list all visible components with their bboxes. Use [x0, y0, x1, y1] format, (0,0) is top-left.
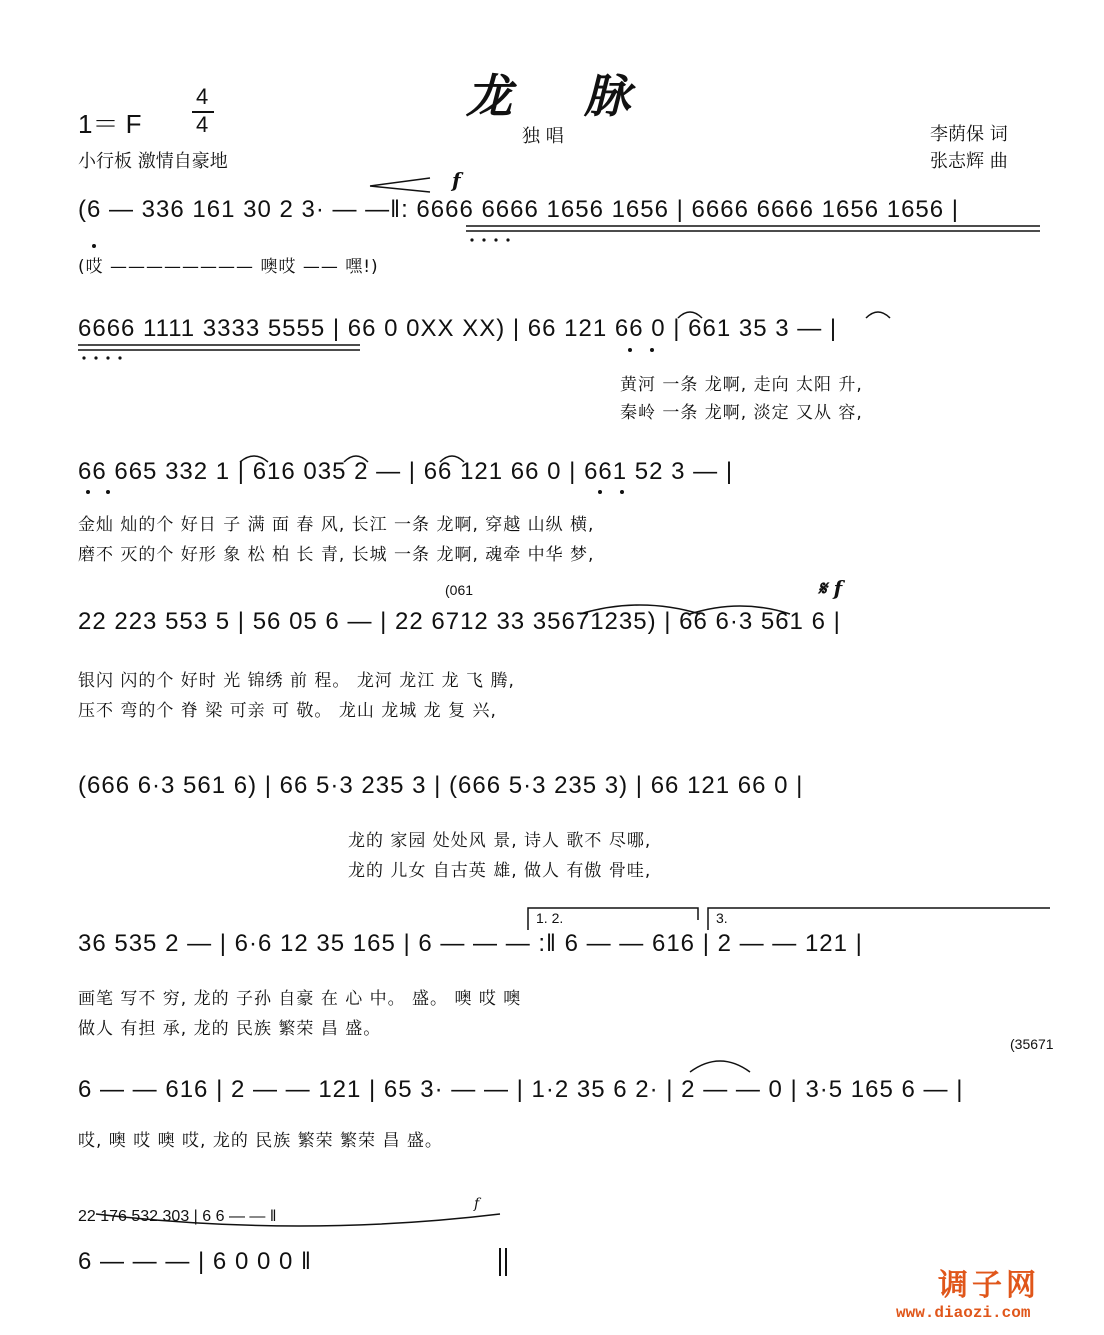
- song-title: 龙 脉: [466, 69, 659, 123]
- lyricist-credit: 李荫保 词: [930, 124, 1008, 145]
- lyrics-line-3b: 磨不 灭的个 好形 象 松 柏 长 青, 长城 一条 龙啊, 魂牵 中华 梦,: [78, 545, 595, 565]
- dynamic-mark-3: f: [474, 1196, 480, 1212]
- score-line-8-upper: 22 176 532 303 | 6 6 — — ‖: [78, 1208, 277, 1225]
- score-line-4: 22 223 553 5 | 56 05 6 — | 22 6712 33 35671235) | 66 6·3 561 6 |: [78, 608, 841, 635]
- score-line-8: 6 — — — | 6 0 0 0 ‖: [78, 1248, 312, 1275]
- volta-label-3: 3.: [716, 910, 728, 926]
- slur: [440, 456, 464, 462]
- grace-cue-1: (061: [445, 582, 474, 598]
- lyrics-line-5b: 龙的 儿女 自古英 雄, 做人 有傲 骨哇,: [348, 861, 652, 881]
- score-line-3: 66 665 332 1 | 616 035 2 — | 66 121 66 0 | 661 52 3 — |: [78, 458, 734, 485]
- performance-type: 独 唱: [522, 126, 564, 147]
- slur: [240, 456, 268, 462]
- lyrics-line-4b: 压不 弯的个 脊 梁 可亲 可 敬。 龙山 龙城 龙 复 兴,: [78, 701, 497, 721]
- lyrics-line-2b: 秦岭 一条 龙啊, 淡定 又从 容,: [620, 403, 863, 423]
- lyrics-line-7: 哎, 噢 哎 噢 哎, 龙的 民族 繁荣 繁荣 昌 盛。: [78, 1131, 443, 1151]
- score-line-5: (666 6·3 561 6) | 66 5·3 235 3 | (666 5·3 235 3) | 66 121 66 0 |: [78, 772, 804, 799]
- lyrics-line-6b: 做人 有担 承, 龙的 民族 繁荣 昌 盛。: [78, 1019, 382, 1039]
- lyrics-line-1: (哎 ———————— 噢哎 —— 嘿!): [78, 257, 379, 277]
- tempo-marking: 小行板 激情自豪地: [78, 151, 228, 172]
- crescendo-hairpin: [370, 178, 430, 192]
- score-line-1: (6 — 336 161 30 2 3· — —‖: 6666 6666 1656 1656 | 6666 6666 1656 1656 |: [78, 196, 960, 223]
- volta-label-1-2: 1. 2.: [536, 910, 564, 926]
- dynamic-mark-1: f: [452, 168, 461, 192]
- slur: [690, 606, 790, 614]
- lyrics-line-2a: 黄河 一条 龙啊, 走向 太阳 升,: [620, 375, 863, 395]
- lyrics-line-6a: 画笔 写不 穷, 龙的 子孙 自豪 在 心 中。 盛。 噢 哎 噢: [78, 989, 522, 1009]
- composer-credit: 张志辉 曲: [930, 151, 1008, 172]
- lyrics-line-4a: 银闪 闪的个 好时 光 锦绣 前 程。 龙河 龙江 龙 飞 腾,: [78, 671, 515, 691]
- beam-line-2: [78, 345, 360, 350]
- final-barline: [500, 1248, 506, 1276]
- beam-line-1: [466, 226, 1040, 231]
- tie-long: [96, 1214, 500, 1226]
- watermark-logo-text: 调子网: [938, 1268, 1040, 1303]
- slur: [580, 605, 700, 614]
- grace-cue-2: (35671: [1010, 1036, 1054, 1052]
- score-line-7: 6 — — 616 | 2 — — 121 | 65 3· — — | 1·2 35 6 2· | 2 — — 0 | 3·5 165 6 — |: [78, 1076, 964, 1103]
- lyrics-line-3a: 金灿 灿的个 好日 子 满 面 春 风, 长江 一条 龙啊, 穿越 山纵 横,: [78, 515, 595, 535]
- volta-bracket-1-2: [528, 908, 698, 930]
- time-signature-bottom: 4: [196, 112, 209, 137]
- time-signature-top: 4: [196, 84, 209, 109]
- octave-dot: [92, 244, 96, 248]
- volta-bracket-3: [708, 908, 1050, 930]
- slur: [866, 312, 890, 318]
- watermark-url: www.diaozi.com: [896, 1304, 1031, 1322]
- slur: [344, 456, 368, 462]
- slur: [678, 312, 702, 318]
- dynamic-mark-2: 𝄋 f: [818, 576, 843, 600]
- score-line-6: 36 535 2 — | 6·6 12 35 165 | 6 — — — :‖ 6 — — 616 | 2 — — 121 |: [78, 930, 863, 957]
- key-signature: 1＝ F: [78, 109, 142, 139]
- score-line-2: 6666 1111 3333 5555 | 66 0 0XX XX) | 66 121 66 0 | 661 35 3 — |: [78, 315, 838, 342]
- lyrics-line-5a: 龙的 家园 处处风 景, 诗人 歌不 尽哪,: [348, 831, 652, 851]
- tie: [690, 1061, 750, 1072]
